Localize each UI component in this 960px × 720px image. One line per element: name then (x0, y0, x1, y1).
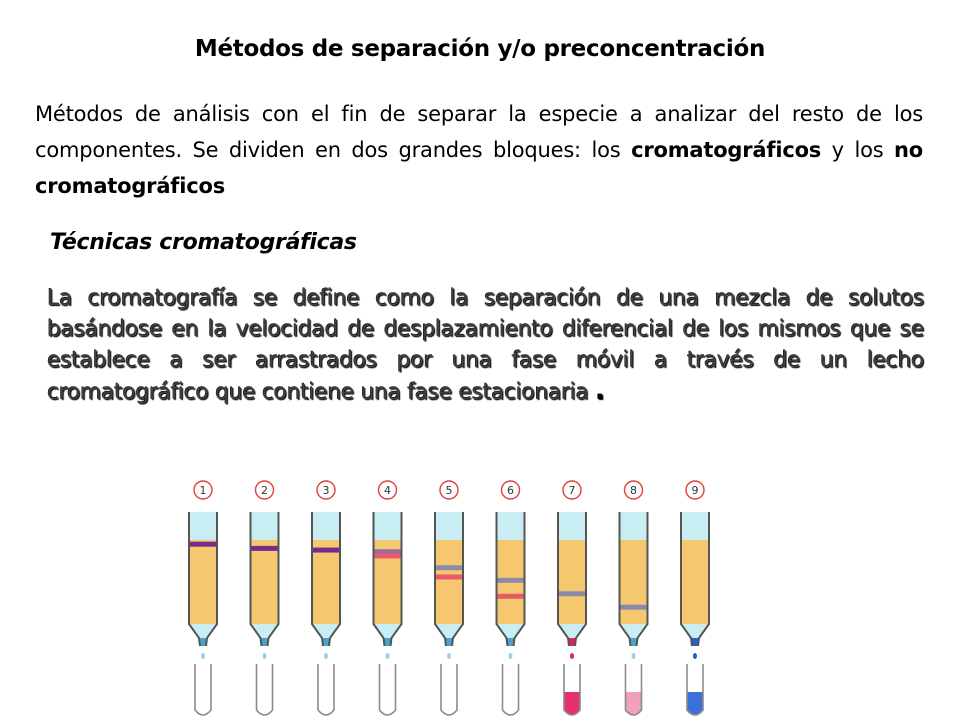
column-tip-liquid (262, 638, 268, 646)
collection-tube (318, 664, 334, 715)
stationary-phase (312, 540, 340, 624)
stationary-phase (558, 540, 586, 624)
definition-end-dot: . (595, 376, 605, 406)
mobile-phase (189, 512, 217, 540)
mobile-phase (435, 512, 463, 540)
collection-tube (380, 664, 396, 715)
collection-tube (441, 664, 457, 715)
column-label: 3 (322, 484, 330, 497)
mobile-phase (681, 512, 709, 540)
mobile-phase (620, 512, 648, 540)
definition-text: La cromatografía se define como la separación de una mezcla de solutos basándose en la velocidad de desplazamiento diferencial de los mismos que se establece a ser arrastrados por una fase móvil a través de un lecho cromatográfico que contiene una fase estacionaria (47, 286, 924, 405)
column-tip-liquid (508, 638, 514, 646)
stationary-phase (251, 540, 279, 624)
collection-tube (195, 664, 211, 715)
chromatography-columns-figure (170, 472, 740, 720)
intro-paragraph (35, 96, 923, 204)
solute-band (189, 542, 217, 547)
solute-band (251, 546, 279, 551)
column-label: 8 (630, 484, 637, 497)
column-tip-liquid (385, 638, 391, 646)
solute-band (497, 594, 525, 599)
column-tip-liquid (692, 638, 698, 646)
eluent-drop (263, 653, 267, 659)
solute-band (558, 591, 586, 596)
eluent-drop (509, 653, 513, 659)
column-tip-liquid (200, 638, 206, 646)
column-tip-liquid (323, 638, 329, 646)
column-label: 4 (384, 484, 391, 497)
stationary-phase (681, 540, 709, 624)
solute-band (435, 574, 463, 579)
column-label: 2 (261, 484, 268, 497)
eluent-drop (324, 653, 328, 659)
page-title: Métodos de separación y/o preconcentración (194, 36, 766, 62)
stationary-phase (620, 540, 648, 624)
mobile-phase (374, 512, 402, 540)
column-label: 5 (445, 484, 453, 497)
column-label: 1 (199, 484, 207, 497)
eluent-drop (447, 653, 451, 659)
column-label: 6 (507, 484, 514, 497)
stationary-phase (435, 540, 463, 624)
solute-band (435, 565, 463, 570)
column-label: 9 (691, 484, 699, 497)
eluent-drop (386, 653, 390, 659)
column-tip-liquid (631, 638, 637, 646)
eluent-drop (693, 653, 697, 659)
definition-paragraph (47, 283, 924, 408)
mobile-phase (312, 512, 340, 540)
stationary-phase (189, 540, 217, 624)
column-tip-liquid (446, 638, 452, 646)
eluent-drop (570, 653, 574, 659)
intro-bold-chromatographic: cromatográficos (631, 138, 822, 162)
column-label: 7 (568, 484, 576, 497)
collection-tube (503, 664, 519, 715)
solute-band (312, 548, 340, 553)
section-subtitle: Técnicas cromatográficas (50, 230, 357, 255)
intro-text-connector: y los (831, 138, 884, 162)
solute-band (497, 578, 525, 583)
eluent-drop (632, 653, 636, 659)
solute-band (374, 553, 402, 558)
solute-band (620, 605, 648, 610)
intro-text: Métodos de análisis con el fin de separar la especie a analizar del resto de los componentes. Se dividen en dos grandes bloques: los (35, 102, 923, 162)
intro-bold-non-chromatographic: no cromatográficos (35, 138, 924, 198)
mobile-phase (497, 512, 525, 540)
eluent-drop (201, 653, 205, 659)
mobile-phase (251, 512, 279, 540)
collection-tube (257, 664, 273, 715)
column-tip-liquid (569, 638, 575, 646)
mobile-phase (558, 512, 586, 540)
